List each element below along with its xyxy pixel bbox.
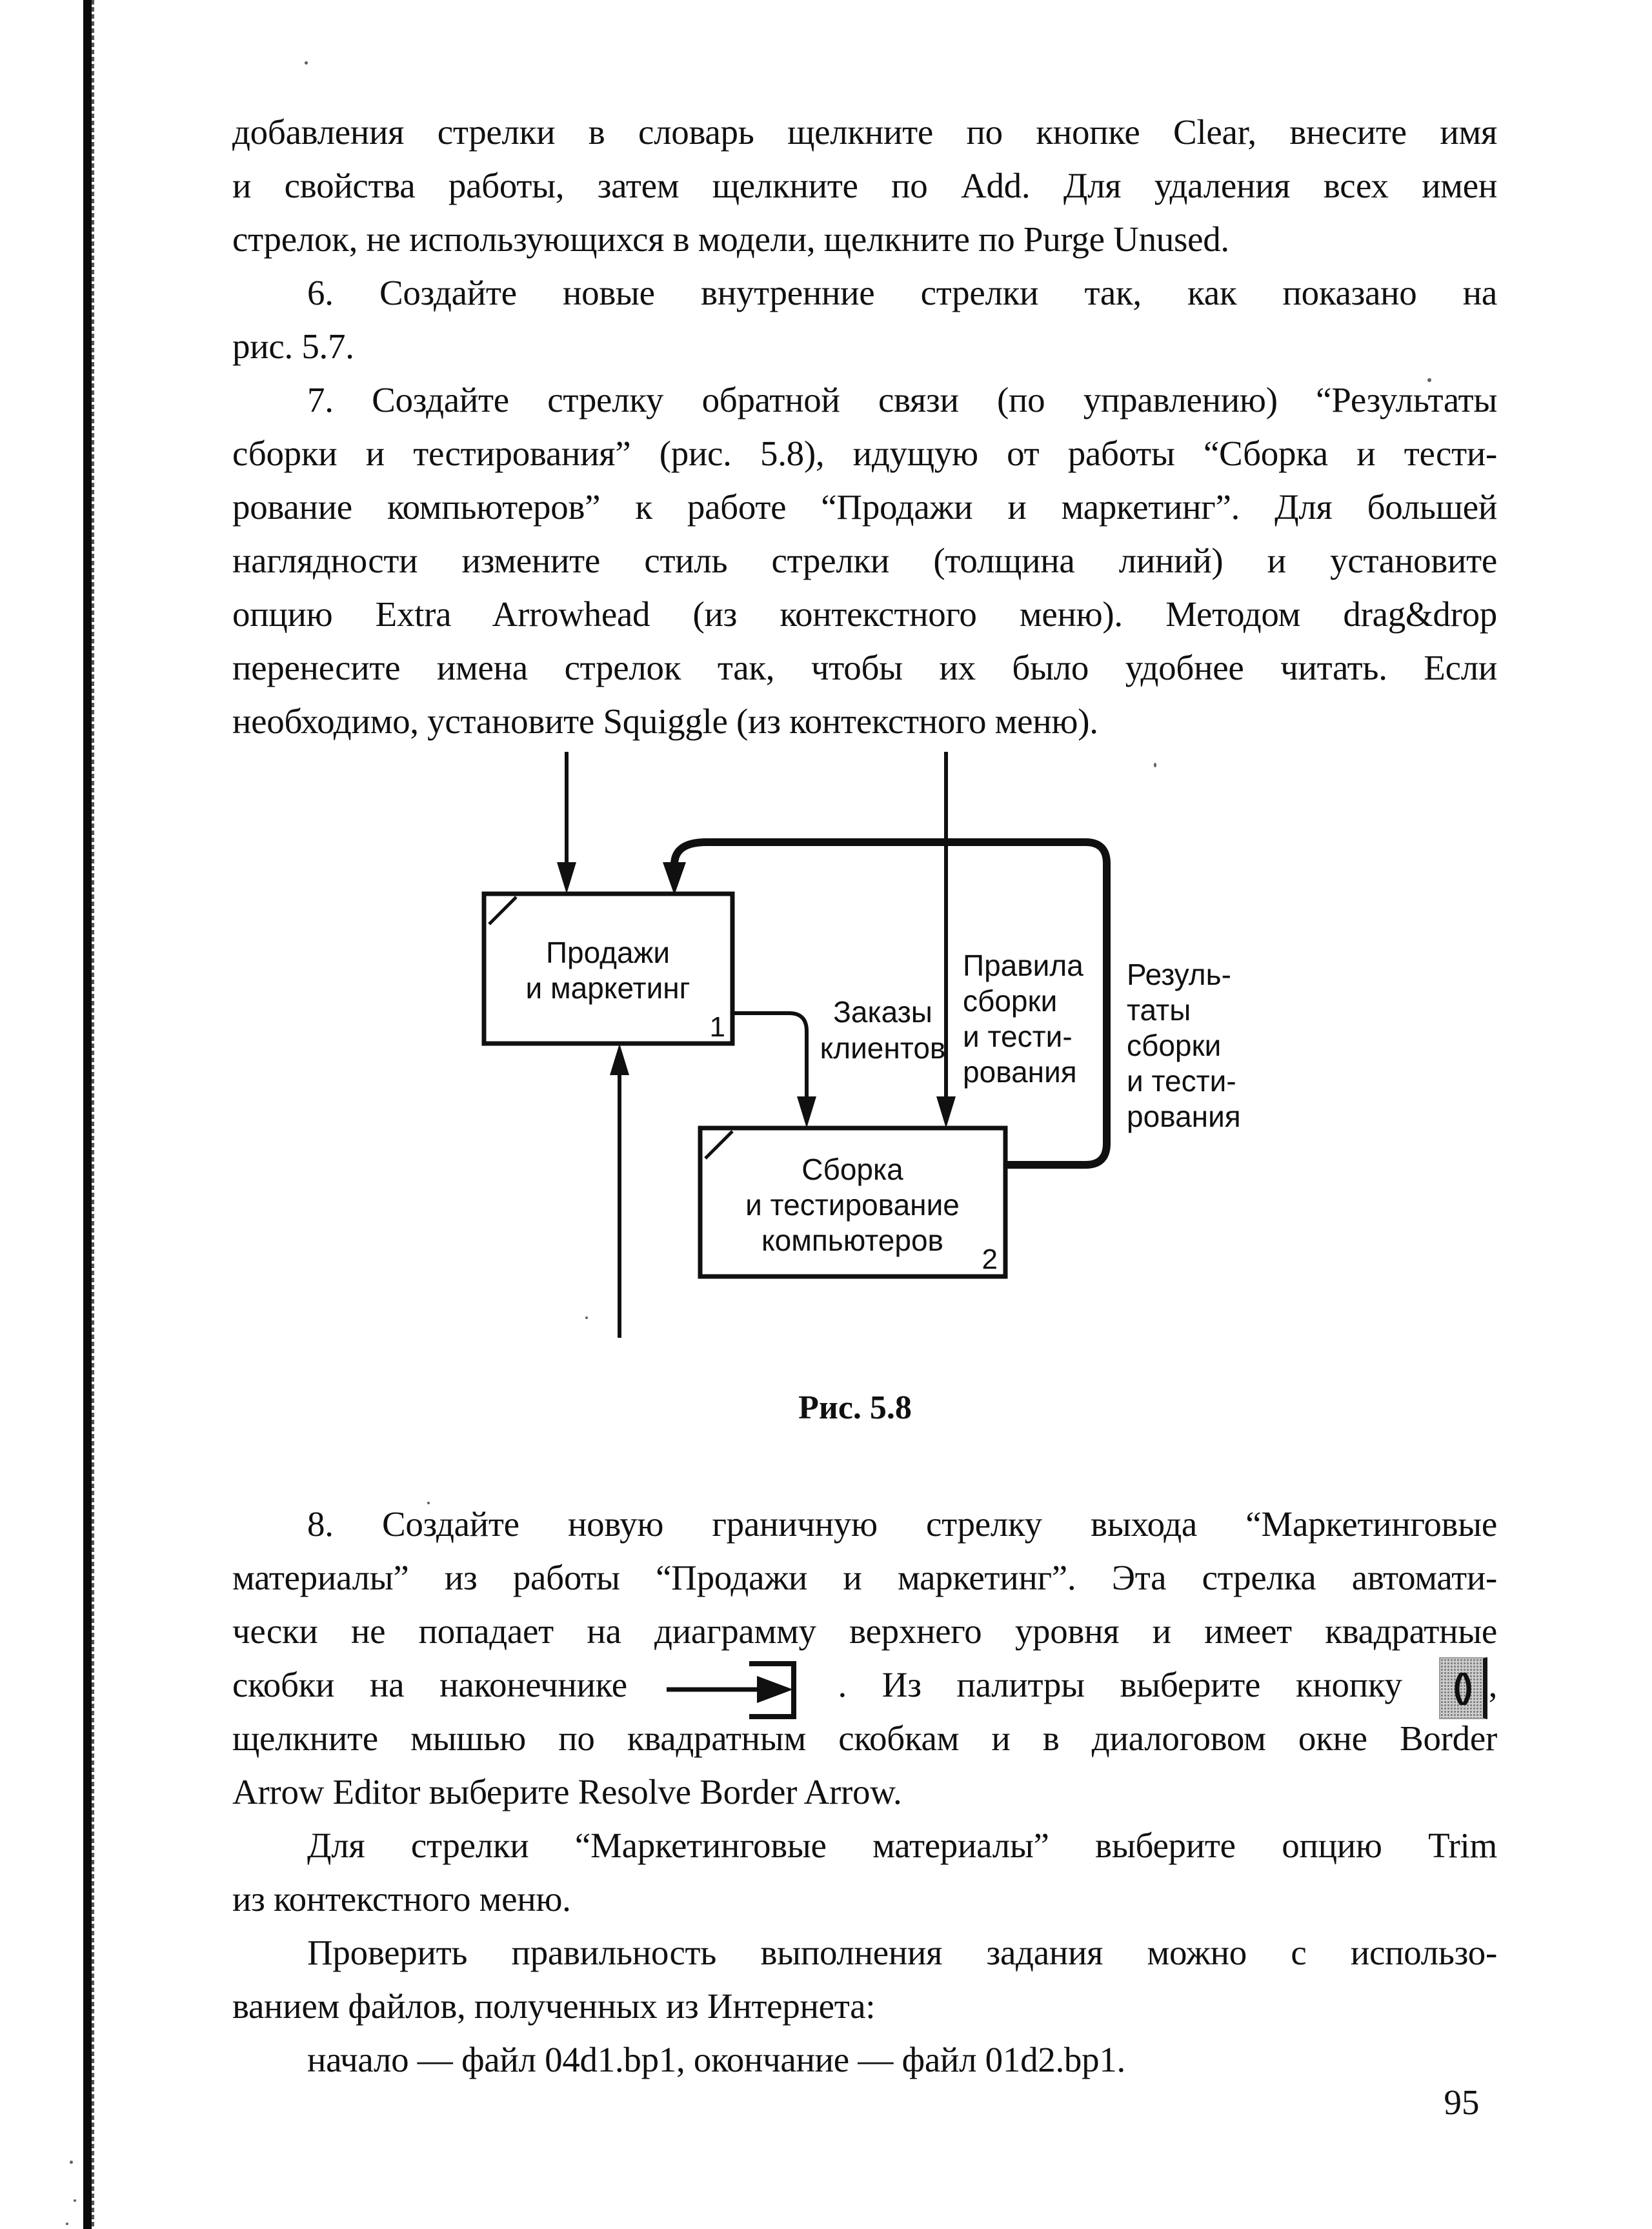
box1-label: Продажи: [545, 936, 670, 969]
page-number: 95: [1444, 2083, 1480, 2122]
paragraph-files: [232, 2033, 1497, 2086]
results-arrow-label: рования: [1127, 1100, 1241, 1133]
feedback-arrowhead: [663, 862, 686, 895]
text-line: щелкните мышью по квадратным скобкам и в диалоговом окне Border: [232, 1719, 1497, 1758]
paragraph-trim: [232, 1819, 1497, 1926]
border-arrow-palette-button-icon: [1439, 1657, 1487, 1719]
palette-button-glyph: (): [1453, 1667, 1470, 1706]
rules-arrow-label: сборки: [963, 984, 1058, 1018]
text-line: и свойства работы, затем щелкните по Add. Для удаления всех имен: [232, 166, 1497, 205]
text-line: сборки и тестирования” (рис. 5.8), идущую от работы “Сборка и тести-: [232, 434, 1497, 473]
mechanism-arrowhead: [610, 1044, 629, 1075]
line-text: ,: [1488, 1665, 1498, 1704]
text-line: материалы” из работы “Продажи и маркетинг”. Эта стрелка автомати-: [232, 1558, 1497, 1597]
text-line: рование компьютеров” к работе “Продажи и маркетинг”. Для большей: [232, 487, 1497, 527]
text-line: стрелок, не использующихся в модели, щелкните по Purge Unused.: [232, 219, 1229, 259]
text-line: ванием файлов, полученных из Интернета:: [232, 1986, 876, 2026]
text-line: 6. Создайте новые внутренние стрелки так, как показано на: [307, 273, 1497, 312]
paragraph-item-7: [232, 373, 1497, 748]
box1-number: 1: [709, 1011, 725, 1043]
text-line: рис. 5.7.: [232, 327, 354, 366]
orders-arrowhead: [797, 1096, 816, 1128]
text-line: чески не попадает на диаграмму верхнего уровня и имеет квадратные: [232, 1611, 1497, 1651]
text-line: 7. Создайте стрелку обратной связи (по управлению) “Результаты: [307, 380, 1497, 419]
text-line: 8. Создайте новую граничную стрелку выхода “Маркетинговые: [307, 1504, 1497, 1544]
text-line: перенесите имена стрелок так, чтобы их было удобнее читать. Если: [232, 648, 1497, 687]
text-line: добавления стрелки в словарь щелкните по кнопке Clear, внесите имя: [232, 112, 1497, 152]
box2-label: компьютеров: [761, 1224, 943, 1257]
text-line: Проверить правильность выполнения задания можно с использо-: [307, 1933, 1497, 1972]
rules-arrow-label: рования: [963, 1055, 1077, 1089]
scan-speck: [70, 2161, 73, 2164]
idef0-diagram-figure: [413, 710, 1265, 1349]
box1-label: и маркетинг: [525, 971, 690, 1005]
figure-caption: Рис. 5.8: [798, 1389, 912, 1426]
results-arrow-label: таты: [1127, 993, 1191, 1027]
text-line: необходимо, установите Squiggle (из контекстного меню).: [232, 701, 1098, 741]
body-text-upper: [232, 105, 1497, 748]
paragraph-check: [232, 1926, 1497, 2033]
rules-arrow-label: Правила: [963, 949, 1083, 982]
results-arrow-label: сборки: [1127, 1029, 1222, 1062]
rules-arrowhead: [936, 1096, 956, 1128]
scan-speck: [74, 2199, 76, 2202]
scan-spine-bar: [83, 0, 92, 2229]
paragraph-item-8: [232, 1497, 1497, 1819]
scan-speck: [66, 2223, 68, 2225]
orders-arrow-label: Заказы: [833, 995, 932, 1029]
text-line: из контекстного меню.: [232, 1879, 571, 1919]
text-line-with-figures: [232, 1658, 1497, 1711]
paragraph-item-6: [232, 266, 1497, 373]
text-line: опцию Extra Arrowhead (из контекстного меню). Методом drag&drop: [232, 594, 1497, 634]
body-text-lower: [232, 1497, 1497, 2086]
text-line: Arrow Editor выберите Resolve Border Arrow.: [232, 1772, 902, 1811]
orders-arrow-label: клиентов: [820, 1031, 946, 1065]
orders-arrow-path: [732, 1013, 807, 1101]
box2-label: Сборка: [801, 1153, 903, 1186]
square-bracket-arrowhead-icon: [667, 1657, 799, 1719]
text-line: начало — файл 04d1.bp1, окончание — файл 01d2.bp1.: [307, 2040, 1125, 2079]
line-text: . Из палитры выберите кнопку: [838, 1665, 1402, 1704]
control-arrowhead: [557, 862, 576, 894]
line-text: скобки на наконечнике: [232, 1665, 627, 1704]
box2-label: и тестирование: [745, 1188, 960, 1222]
rules-arrow-label: и тести-: [963, 1020, 1073, 1053]
text-line: Для стрелки “Маркетинговые материалы” выберите опцию Trim: [307, 1826, 1497, 1865]
box2-number: 2: [982, 1244, 998, 1275]
results-arrow-label: Резуль-: [1127, 958, 1231, 991]
results-arrow-label: и тести-: [1127, 1064, 1236, 1098]
text-line: наглядности измените стиль стрелки (толщина линий) и установите: [232, 541, 1497, 580]
scan-speck: [305, 61, 308, 65]
paragraph-intro-continuation: [232, 105, 1497, 266]
